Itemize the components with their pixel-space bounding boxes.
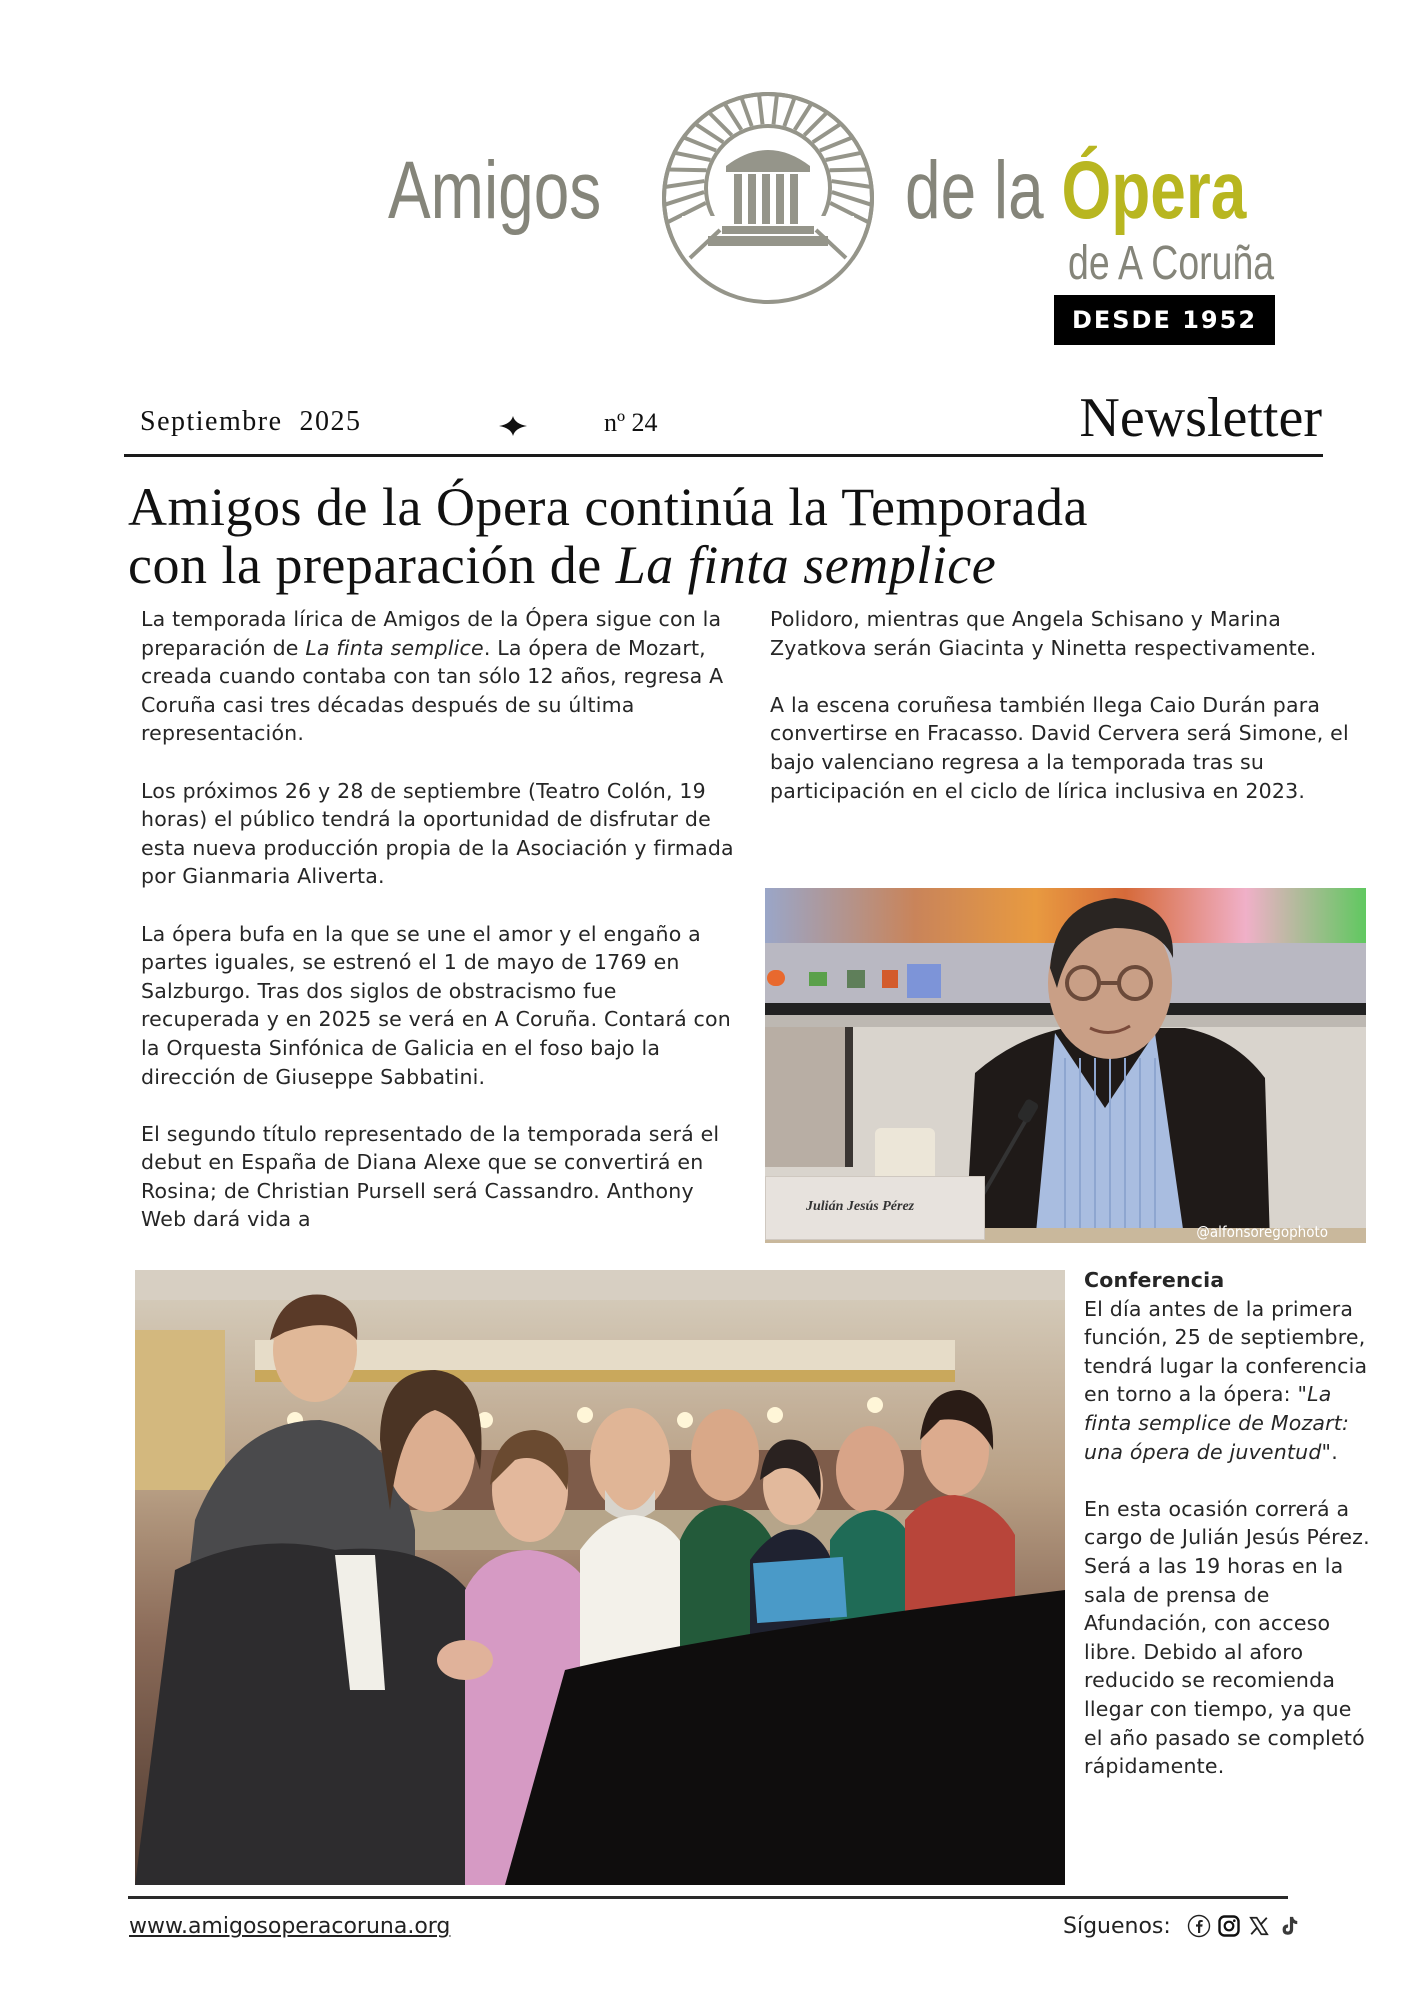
conference-talk-title: "La finta semplice de Mozart: una ópera de juventud" [1084,1382,1350,1464]
paragraph: Los próximos 26 y 28 de septiembre (Teatro Colón, 19 horas) el público tendrá la oportunidad de disfrutar de esta nueva producción propia de la Asociación y firmada por Gianmaria Aliverta. [141,778,734,889]
emblem-ray [804,113,826,135]
emblem-ray [795,104,811,129]
emblem-ray [832,181,871,187]
issue-date: Septiembre 2025 [140,406,362,437]
footer-divider [128,1896,1288,1899]
headline-line-1: Amigos de la Ópera continúa la Temporada [128,477,1088,537]
emblem-ray [725,104,741,129]
headline-line-2-prefix: con la preparación de [128,535,616,595]
paragraph-text: La temporada lírica de Amigos de la Ópera sigue con la preparación de [141,607,722,660]
paragraph: La ópera bufa en la que se une el amor y el engaño a partes iguales, se estrenó el 1 de mayo de 1769 en Salzburgo. Tras dos siglos de obstracismo fue recuperada y en 2025 se verá en A Coruña. Contará con la Orquesta Sinfónica de Galicia en el foso bajo la dirección de Giuseppe Sabbatini. [141,921,731,1089]
paragraph: El segundo título representado de la temporada será el debut en España de Diana Alexe que se convertirá en Rosina; de Christian Pursell será Cassandro. Anthony Web dará vida a [141,1121,720,1232]
emblem-ray [832,192,871,204]
emblem-ray [710,113,732,135]
article-headline [128,478,1328,594]
opera-title-italic: La finta semplice [305,635,484,660]
emblem-ray [669,169,706,170]
cast-group-photo-illustration [135,1270,1065,1885]
cast-group-photo [135,1270,1065,1885]
speaker-photo [765,888,1366,1243]
paragraph-text: El día antes de la primera función, 25 de septiembre, tendrá lugar la conferencia en torno a la ópera: [1084,1296,1368,1407]
emblem-ray [666,181,705,187]
paragraph [1084,1295,1374,1467]
follow-us-label: Síguenos: [1063,1914,1171,1939]
conference-title: Conferencia [1084,1268,1225,1292]
name-plate [765,1176,985,1240]
x-icon[interactable] [1246,1913,1272,1939]
logo-emblem-icon [660,90,876,306]
emblem-ray [829,169,866,170]
paragraph: Polidoro, mientras que Angela Schisano y Marina Zyatkova serán Giacinta y Ninetta respectivamente. [770,607,1317,660]
name-plate-text: Julián Jesús Pérez [806,1199,915,1214]
facebook-icon[interactable] [1186,1913,1212,1939]
four-point-star-icon [498,414,528,438]
instagram-icon[interactable] [1216,1913,1242,1939]
paragraph [141,605,741,748]
website-link[interactable]: www.amigosoperacoruna.org [129,1914,451,1939]
logo-word-de-la: de la [905,145,1062,236]
issue-number: nº 24 [604,408,658,437]
header-divider [124,454,1323,457]
emblem-ray [684,138,716,151]
paragraph: A la escena coruñesa también llega Caio Durán para convertirse en Fracasso. David Cervera será Simone, el bajo valenciano regresa a la temporada tras su participación en el ciclo de lírica inclusiva en 2023. [770,692,1349,803]
emblem-ray [773,95,776,124]
logo-word-coruna: de A Coruña [1068,237,1275,290]
since-badge: DESDE 1952 [1054,295,1275,345]
emblem-ray [675,153,710,160]
emblem-ray [696,124,723,142]
logo-word-opera: Ópera [1061,145,1247,236]
newsletter-title: Newsletter [1079,387,1322,449]
headline-opera-title: La finta semplice [615,535,997,595]
logo-word-amigos: Amigos [388,145,602,236]
emblem-ray [759,95,762,124]
photo-credit: @alfonsoregophoto [1196,1223,1328,1241]
article-column-left [141,605,741,1234]
social-links [1186,1913,1302,1939]
tiktok-icon[interactable] [1276,1913,1302,1939]
article-column-right [770,605,1375,805]
emblem-ray [742,98,752,126]
emblem-ray [784,98,794,126]
paragraph: En esta ocasión correrá a cargo de Julián Jesús Pérez. Será a las 19 horas en la sala de prensa de Afundación, con acceso libre. Debido al aforo reducido se recomienda llegar con tiempo, ya que el año pasado se completó rápidamente. [1084,1496,1370,1779]
headline-line-2 [128,536,1328,594]
emblem-ray [826,153,861,160]
conference-section [1084,1266,1374,1781]
emblem-ray [813,124,840,142]
paragraph-text: . [1331,1439,1338,1464]
emblem-ray [820,138,852,151]
logo-word-de-la-opera [905,145,1247,236]
paragraph-text: . La ópera de Mozart, creada cuando contaba con tan sólo 12 años, regresa A Coruña casi tres décadas después de su última representación. [141,635,724,746]
emblem-ray [665,192,704,204]
